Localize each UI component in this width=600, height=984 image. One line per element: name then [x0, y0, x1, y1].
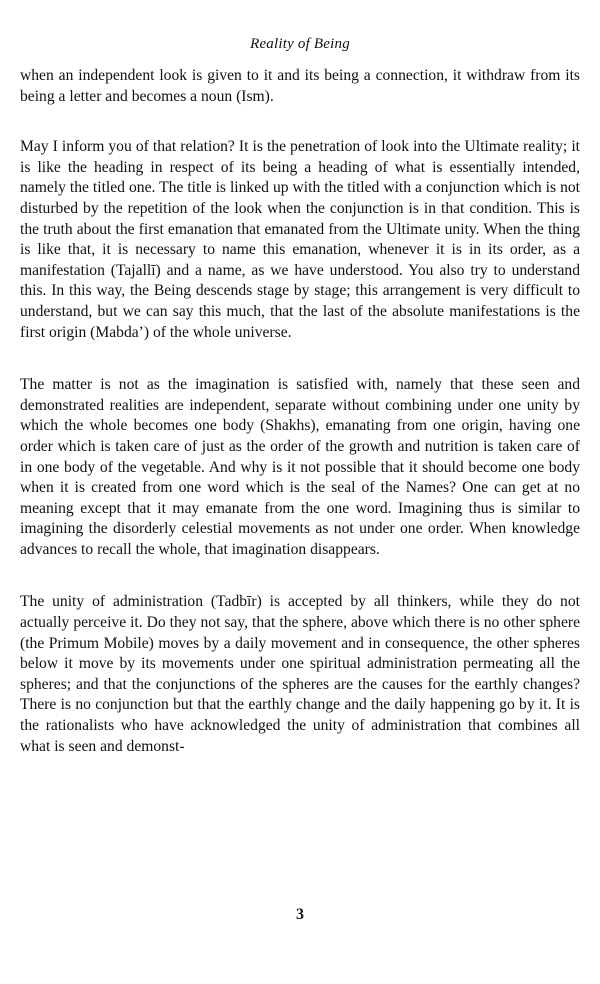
paragraph-4: The unity of administration (Tadbīr) is accepted by all thinkers, while they do not actually perceive it. Do they not say, that the sphere, above which there is no other sphere (the Primum Mobile) moves by a daily movement and in consequence, the other spheres below it move by its movements under one spiritual administration permeating all the spheres; and that the conjunctions of the spheres are the causes for the earthly changes? There is no conjunction but that the earthly change and the daily happening go by it. It is the rationalists who have acknowledged the unity of administration that combines all what is seen and demonst- — [20, 593, 580, 755]
page-number: 3 — [296, 906, 304, 923]
paragraph-2: May I inform you of that relation? It is the penetration of look into the Ultimate reality; it is like the heading in respect of its being a heading of what is essentially intended, namely the titled one. The title is linked up with the titled with a conjunction which is not disturbed by the repetition of the look when the conjunction is in that condition. This is the truth about the first emanation that emanated from the Ultimate unity. When the thing is like that, it is necessary to name this emanation, whenever it is in its order, as a manifestation (Tajallī) and a name, as we have understood. You also try to understand this. In this way, the Being descends stage by stage; this arrangement is very difficult to understand, but we can say this much, that the last of the absolute manifestations is the first origin (Mabda’) of the whole universe. — [20, 138, 580, 341]
body-text — [20, 66, 580, 757]
running-head-title: Reality of Being — [250, 36, 350, 52]
paragraph-1: when an independent look is given to it and its being a connection, it withdraw from its being a letter and becomes a noun (Ism). — [20, 67, 580, 105]
paragraph-3: The matter is not as the imagination is satisfied with, namely that these seen and demonstrated realities are independent, separate without combining under one unity by which the whole becomes one body (Shakhs), emanating from one origin, having one order which is taken care of just as the order of the growth and nutrition is taken care of in one body of the vegetable. And why is it not possible that it should become one body when it is created from one word which is the seal of the Names? One can get at no meaning except that it may emanate from the one word. Imagining thus is similar to imagining the disorderly celestial movements as not under one order. When knowledge advances to recall the whole, that imagination disappears. — [20, 376, 580, 558]
